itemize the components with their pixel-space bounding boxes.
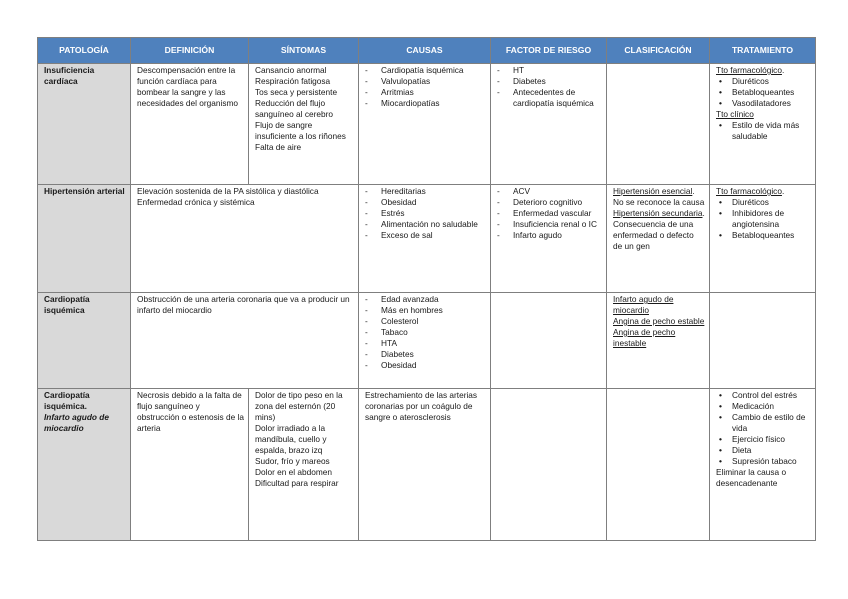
symptom-item: Cansancio anormal bbox=[255, 65, 327, 75]
classification-term: Hipertensión secundaria bbox=[613, 207, 703, 218]
risk-item: - Insuficiencia renal o IC bbox=[497, 219, 602, 230]
symptom-item: Falta de aire bbox=[255, 141, 302, 152]
cause-item: - Hereditarias bbox=[365, 186, 486, 197]
pathology-name: Hipertensión arterial bbox=[44, 186, 125, 196]
causes-cell bbox=[359, 64, 491, 185]
risk-cell bbox=[491, 293, 607, 389]
classification-cell bbox=[607, 64, 710, 185]
risk-cell bbox=[491, 185, 607, 293]
cause-item: - Miocardiopatías bbox=[365, 98, 486, 109]
table-row bbox=[38, 293, 816, 389]
header-factor-riesgo: FACTOR DE RIESGO bbox=[491, 38, 607, 64]
definition-line: Enfermedad crónica y sistémica bbox=[137, 196, 255, 207]
pathology-cell bbox=[38, 389, 131, 541]
pathology-cell bbox=[38, 293, 131, 389]
header-tratamiento: TRATAMIENTO bbox=[710, 38, 816, 64]
cause-item: - Obesidad bbox=[365, 197, 486, 208]
causes-list bbox=[365, 294, 486, 371]
treatment-cell bbox=[710, 293, 816, 389]
header-definicion: DEFINICIÓN bbox=[131, 38, 249, 64]
risk-cell bbox=[491, 389, 607, 541]
table-row bbox=[38, 64, 816, 185]
classification-cell bbox=[607, 185, 710, 293]
treatment-item: • Control del estrés bbox=[716, 390, 811, 401]
header-causas: CAUSAS bbox=[359, 38, 491, 64]
pathology-name: Cardiopatía isquémica bbox=[44, 294, 90, 315]
risk-item: - ACV bbox=[497, 186, 602, 197]
risk-item: - HT bbox=[497, 65, 602, 76]
treatment-item: • Dieta bbox=[716, 445, 811, 456]
causes-cell bbox=[359, 293, 491, 389]
treatment-cell bbox=[710, 64, 816, 185]
classification-term: Infarto agudo de miocardio bbox=[613, 294, 674, 315]
causes-list bbox=[365, 65, 486, 109]
pathology-table bbox=[37, 37, 816, 541]
pathology-cell bbox=[38, 64, 131, 185]
treatment-list bbox=[716, 120, 811, 142]
treatment-item: • Medicación bbox=[716, 401, 811, 412]
risk-item: - Deterioro cognitivo bbox=[497, 197, 602, 208]
cause-item: - Valvulopatías bbox=[365, 76, 486, 87]
symptom-item: Dolor irradiado a la mandíbula, cuello y espalda, brazo izq bbox=[255, 422, 327, 455]
cause-item: - Exceso de sal bbox=[365, 230, 486, 241]
pathology-subname: Infarto agudo de miocardio bbox=[44, 411, 109, 433]
risk-item: - Diabetes bbox=[497, 76, 602, 87]
risk-cell bbox=[491, 64, 607, 185]
classification-text: . Consecuencia de una enfermedad o defecto de un gen bbox=[613, 207, 705, 251]
symptom-item: Tos seca y persistente bbox=[255, 86, 338, 97]
cause-item: - Más en hombres bbox=[365, 305, 486, 316]
cause-item: - Diabetes bbox=[365, 349, 486, 360]
classification-cell bbox=[607, 389, 710, 541]
causes-cell: Estrechamiento de las arterias coronarias por un coágulo de sangre o aterosclerosis bbox=[359, 389, 491, 541]
symptom-item: Dificultad para respirar bbox=[255, 477, 339, 488]
risk-list bbox=[497, 186, 602, 241]
header-row bbox=[38, 38, 816, 64]
symptom-item: Flujo de sangre insuficiente a los riñones bbox=[255, 119, 346, 141]
treatment-item: • Estilo de vida más saludable bbox=[716, 120, 811, 142]
header-sintomas: SÍNTOMAS bbox=[249, 38, 359, 64]
classification-term: Angina de pecho estable bbox=[613, 315, 705, 326]
treatment-item: • Ejercicio físico bbox=[716, 434, 811, 445]
treatment-cell bbox=[710, 389, 816, 541]
treatment-item: • Betabloqueantes bbox=[716, 230, 811, 241]
treatment-heading: Tto farmacológico. bbox=[716, 186, 785, 196]
cause-item: - Tabaco bbox=[365, 327, 486, 338]
symptom-item: Respiración fatigosa bbox=[255, 75, 331, 86]
causes-list bbox=[365, 186, 486, 241]
treatment-item: • Supresión tabaco bbox=[716, 456, 811, 467]
classification-term: Angina de pecho inestable bbox=[613, 326, 676, 348]
cause-item: - Estrés bbox=[365, 208, 486, 219]
treatment-item: • Betabloqueantes bbox=[716, 87, 811, 98]
pathology-cell bbox=[38, 185, 131, 293]
definition-cell: Obstrucción de una arteria coronaria que va a producir un infarto del miocardio bbox=[131, 293, 359, 389]
treatment-item: • Diuréticos bbox=[716, 197, 811, 208]
cause-item: - HTA bbox=[365, 338, 486, 349]
pathology-name: Insuficiencia cardíaca bbox=[44, 65, 95, 86]
symptom-item: Sudor, frío y mareos bbox=[255, 455, 330, 466]
risk-list bbox=[497, 65, 602, 109]
definition-cell: Necrosis debido a la falta de flujo sanguíneo y obstrucción o estenosis de la arteria bbox=[131, 389, 249, 541]
causes-cell bbox=[359, 185, 491, 293]
symptom-item: Dolor en el abdomen bbox=[255, 466, 333, 477]
classification-term: Hipertensión esencial bbox=[613, 186, 693, 196]
treatment-list bbox=[716, 76, 811, 109]
header-clasificacion: CLASIFICACIÓN bbox=[607, 38, 710, 64]
treatment-extra: Eliminar la causa o desencadenante bbox=[716, 466, 787, 488]
header-patologia: PATOLOGÍA bbox=[38, 38, 131, 64]
cause-item: - Alimentación no saludable bbox=[365, 219, 486, 230]
treatment-list bbox=[716, 390, 811, 467]
symptom-item: Dolor de tipo peso en la zona del esternón (20 mins) bbox=[255, 390, 343, 422]
risk-item: - Enfermedad vascular bbox=[497, 208, 602, 219]
pathology-name: Cardiopatía isquémica. bbox=[44, 390, 90, 411]
treatment-item: • Diuréticos bbox=[716, 76, 811, 87]
treatment-heading: Tto farmacológico. bbox=[716, 65, 785, 75]
treatment-heading: Tto clínico bbox=[716, 108, 754, 119]
cause-item: - Colesterol bbox=[365, 316, 486, 327]
definition-line: Elevación sostenida de la PA sistólica y diastólica bbox=[137, 186, 319, 196]
classification-text: . No se reconoce la causa bbox=[613, 186, 705, 207]
definition-cell: Descompensación entre la función cardíaca para bombear la sangre y las necesidades del organismo bbox=[131, 64, 249, 185]
cause-item: - Edad avanzada bbox=[365, 294, 486, 305]
cause-item: - Arritmias bbox=[365, 87, 486, 98]
treatment-cell bbox=[710, 185, 816, 293]
table-row bbox=[38, 185, 816, 293]
risk-item: - Infarto agudo bbox=[497, 230, 602, 241]
symptom-item: Reducción del flujo sanguíneo al cerebro bbox=[255, 97, 333, 119]
symptoms-cell bbox=[249, 64, 359, 185]
cause-item: - Cardiopatía isquémica bbox=[365, 65, 486, 76]
treatment-item: • Inhibidores de angiotensina bbox=[716, 208, 811, 230]
symptoms-cell bbox=[249, 389, 359, 541]
treatment-item: • Vasodilatadores bbox=[716, 98, 811, 109]
table-row bbox=[38, 389, 816, 541]
classification-cell bbox=[607, 293, 710, 389]
cause-item: - Obesidad bbox=[365, 360, 486, 371]
definition-cell bbox=[131, 185, 359, 293]
risk-item: - Antecedentes de cardiopatía isquémica bbox=[497, 87, 602, 109]
treatment-list bbox=[716, 197, 811, 241]
treatment-item: • Cambio de estilo de vida bbox=[716, 412, 811, 434]
